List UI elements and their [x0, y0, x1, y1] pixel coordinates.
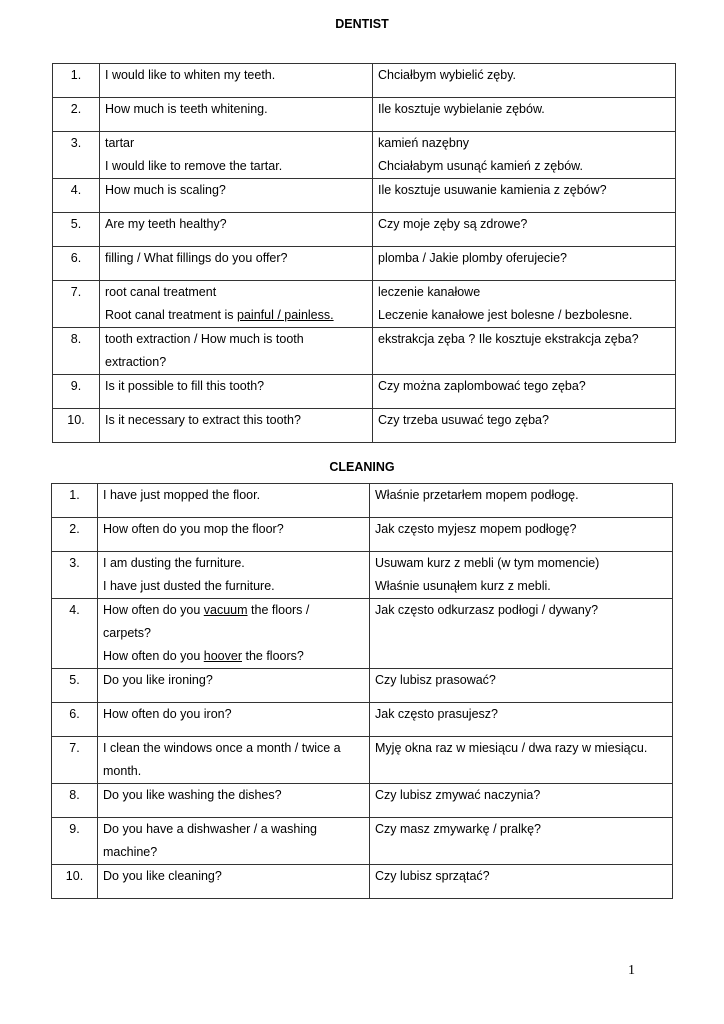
dentist-title: DENTIST: [335, 17, 389, 31]
polish-translation: [370, 484, 673, 518]
row-number: 10.: [53, 409, 100, 443]
table-row: [52, 784, 673, 818]
polish-translation: [370, 552, 673, 599]
table-row: [52, 865, 673, 899]
row-number: 9.: [52, 818, 98, 865]
polish-translation: [370, 703, 673, 737]
cell-line: Czy trzeba usuwać tego zęba?: [378, 413, 549, 427]
row-number: 5.: [52, 669, 98, 703]
cell-line: Usuwam kurz z mebli (w tym momencie): [375, 556, 600, 570]
cell-line: month.: [103, 764, 142, 778]
polish-translation: [370, 518, 673, 552]
table-row: [53, 328, 676, 375]
table-row: [52, 669, 673, 703]
cell-line: How often do you mop the floor?: [103, 522, 284, 536]
polish-translation: [373, 132, 676, 179]
table-row: [52, 484, 673, 518]
cell-line: Czy lubisz zmywać naczynia?: [375, 788, 541, 802]
english-phrase: [100, 409, 373, 443]
polish-translation: [370, 865, 673, 899]
cell-line: Are my teeth healthy?: [105, 217, 227, 231]
cell-line: Czy moje zęby są zdrowe?: [378, 217, 528, 231]
cell-line: root canal treatment: [105, 285, 217, 299]
cell-line: Ile kosztuje wybielanie zębów.: [378, 102, 545, 116]
cell-line: Czy można zaplombować tego zęba?: [378, 379, 586, 393]
english-phrase: [98, 703, 370, 737]
english-phrase: [98, 865, 370, 899]
underlined-term: hoover: [203, 649, 242, 663]
english-phrase: [98, 518, 370, 552]
cell-line: How often do you hoover the floors?: [103, 649, 304, 663]
table-row: [52, 737, 673, 784]
polish-translation: [373, 179, 676, 213]
cell-line: Jak często odkurzasz podłogi / dywany?: [375, 603, 599, 617]
cleaning-title: CLEANING: [329, 460, 395, 474]
cell-line: Ile kosztuje usuwanie kamienia z zębów?: [378, 183, 607, 197]
polish-translation: [370, 669, 673, 703]
cell-line: How much is teeth whitening.: [105, 102, 268, 116]
english-phrase: [100, 179, 373, 213]
cell-line: Jak często myjesz mopem podłogę?: [375, 522, 577, 536]
cell-line: Root canal treatment is painful / painless.: [105, 308, 334, 322]
english-phrase: [98, 737, 370, 784]
table-row: [52, 599, 673, 669]
cell-line: I have just dusted the furniture.: [103, 579, 275, 593]
row-number: 2.: [52, 518, 98, 552]
table-row: [53, 98, 676, 132]
cell-line: Do you have a dishwasher / a washing: [103, 822, 318, 836]
table-row: [53, 281, 676, 328]
row-number: 5.: [53, 213, 100, 247]
row-number: 1.: [52, 484, 98, 518]
polish-translation: [373, 375, 676, 409]
english-phrase: [100, 375, 373, 409]
row-number: 3.: [52, 552, 98, 599]
cell-line: How often do you iron?: [103, 707, 232, 721]
row-number: 2.: [53, 98, 100, 132]
cell-line: kamień nazębny: [378, 136, 470, 150]
table-row: [53, 375, 676, 409]
english-phrase: [98, 552, 370, 599]
table-row: [52, 518, 673, 552]
cell-line: Is it possible to fill this tooth?: [105, 379, 265, 393]
row-number: 1.: [53, 64, 100, 98]
row-number: 10.: [52, 865, 98, 899]
english-phrase: [98, 818, 370, 865]
cell-line: Jak często prasujesz?: [375, 707, 498, 721]
page-number: 1: [628, 963, 635, 978]
cell-line: Właśnie usunąłem kurz z mebli.: [375, 579, 551, 593]
table-row: [53, 247, 676, 281]
cell-line: Chciałabym usunąć kamień z zębów.: [378, 159, 583, 173]
cell-line: extraction?: [105, 355, 167, 369]
row-number: 9.: [53, 375, 100, 409]
polish-translation: [370, 818, 673, 865]
english-phrase: [98, 669, 370, 703]
cell-line: Czy lubisz prasować?: [375, 673, 496, 687]
polish-translation: [373, 247, 676, 281]
english-phrase: [98, 599, 370, 669]
row-number: 4.: [52, 599, 98, 669]
table-row: [53, 409, 676, 443]
polish-translation: [373, 64, 676, 98]
cell-line: leczenie kanałowe: [378, 285, 481, 299]
cell-line: I would like to remove the tartar.: [105, 159, 283, 173]
cell-line: tartar: [105, 136, 135, 150]
cell-line: I clean the windows once a month / twice a: [103, 741, 341, 755]
english-phrase: [100, 328, 373, 375]
english-phrase: [100, 64, 373, 98]
table-row: [53, 64, 676, 98]
row-number: 4.: [53, 179, 100, 213]
polish-translation: [370, 737, 673, 784]
polish-translation: [373, 98, 676, 132]
cell-line: Czy masz zmywarkę / pralkę?: [375, 822, 542, 836]
english-phrase: [98, 484, 370, 518]
row-number: 8.: [52, 784, 98, 818]
polish-translation: [370, 784, 673, 818]
cell-line: carpets?: [103, 626, 151, 640]
cell-line: filling / What fillings do you offer?: [105, 251, 288, 265]
row-number: 8.: [53, 328, 100, 375]
cell-line: Do you like cleaning?: [103, 869, 222, 883]
row-number: 6.: [52, 703, 98, 737]
english-phrase: [100, 132, 373, 179]
cell-line: Chciałbym wybielić zęby.: [378, 68, 517, 82]
table-row: [53, 179, 676, 213]
cell-line: I am dusting the furniture.: [103, 556, 245, 570]
english-phrase: [100, 213, 373, 247]
english-phrase: [100, 247, 373, 281]
cell-line: Myję okna raz w miesiącu / dwa razy w miesiącu.: [375, 741, 648, 755]
cleaning-vocabulary-table: [51, 483, 673, 899]
cell-line: How often do you vacuum the floors /: [103, 603, 310, 617]
cell-line: Czy lubisz sprzątać?: [375, 869, 490, 883]
row-number: 3.: [53, 132, 100, 179]
polish-translation: [373, 409, 676, 443]
underlined-term: painful / painless.: [237, 308, 334, 322]
cell-line: Właśnie przetarłem mopem podłogę.: [375, 488, 579, 502]
cell-line: tooth extraction / How much is tooth: [105, 332, 304, 346]
cell-line: Do you like washing the dishes?: [103, 788, 282, 802]
cell-line: Is it necessary to extract this tooth?: [105, 413, 301, 427]
table-row: [53, 132, 676, 179]
cell-line: Do you like ironing?: [103, 673, 213, 687]
dentist-vocabulary-table: [52, 63, 676, 443]
polish-translation: [373, 213, 676, 247]
cell-line: ekstrakcja zęba ? Ile kosztuje ekstrakcja zęba?: [378, 332, 639, 346]
cell-line: Leczenie kanałowe jest bolesne / bezbolesne.: [378, 308, 633, 322]
table-row: [52, 703, 673, 737]
cell-line: I have just mopped the floor.: [103, 488, 261, 502]
table-row: [53, 213, 676, 247]
row-number: 7.: [53, 281, 100, 328]
polish-translation: [373, 281, 676, 328]
cell-line: plomba / Jakie plomby oferujecie?: [378, 251, 567, 265]
cell-line: machine?: [103, 845, 158, 859]
table-row: [52, 552, 673, 599]
polish-translation: [370, 599, 673, 669]
table-row: [52, 818, 673, 865]
polish-translation: [373, 328, 676, 375]
english-phrase: [98, 784, 370, 818]
english-phrase: [100, 281, 373, 328]
row-number: 6.: [53, 247, 100, 281]
row-number: 7.: [52, 737, 98, 784]
cell-line: I would like to whiten my teeth.: [105, 68, 276, 82]
english-phrase: [100, 98, 373, 132]
underlined-term: vacuum: [203, 603, 248, 617]
cell-line: How much is scaling?: [105, 183, 226, 197]
